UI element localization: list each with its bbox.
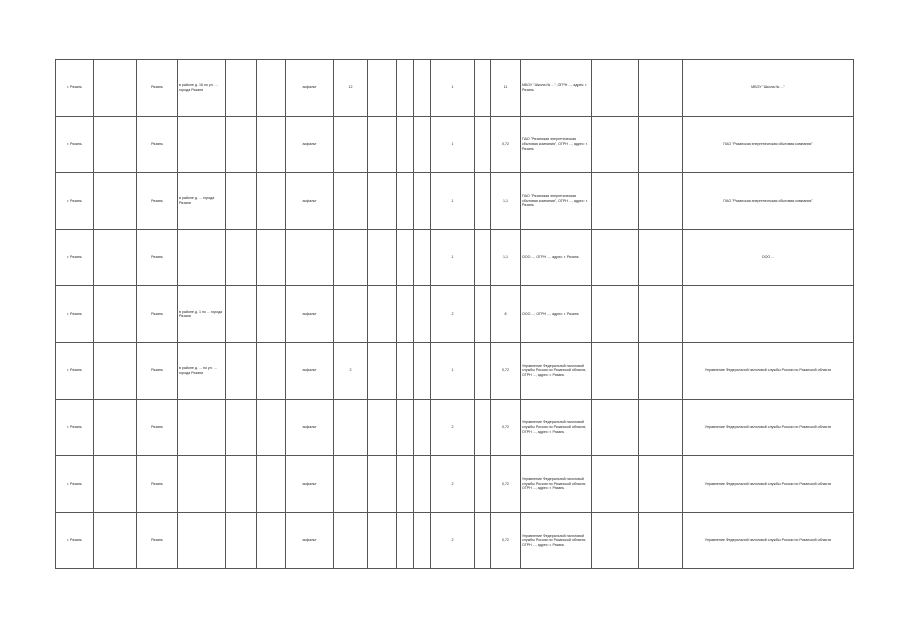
table-cell [368, 286, 397, 343]
table-cell: г. Рязань [56, 229, 94, 286]
table-cell [226, 116, 257, 173]
table-cell: 0,72 [491, 116, 521, 173]
table-cell [414, 229, 431, 286]
table-cell: асфальт [286, 342, 334, 399]
table-cell [397, 512, 414, 569]
table-cell [94, 286, 137, 343]
table-cell [368, 116, 397, 173]
table-cell [257, 229, 286, 286]
table-cell [475, 399, 491, 456]
table-cell [226, 512, 257, 569]
table-cell: Рязань [137, 512, 178, 569]
table-row [56, 229, 854, 286]
table-cell [226, 60, 257, 117]
table-cell: 2 [431, 399, 475, 456]
table-cell: 1 [431, 116, 475, 173]
table-row [56, 116, 854, 173]
table-cell: ООО ..., ОГРН ..., адрес: г. Рязань [521, 286, 592, 343]
table-cell [475, 286, 491, 343]
table-row [56, 512, 854, 569]
table-cell [257, 456, 286, 513]
table-cell: г. Рязань [56, 173, 94, 230]
table-cell: Рязань [137, 116, 178, 173]
table-cell: г. Рязань [56, 116, 94, 173]
table-row [56, 399, 854, 456]
table-cell [178, 512, 226, 569]
table-cell: 2 [431, 456, 475, 513]
table-cell: 0,72 [491, 512, 521, 569]
table-cell: 1,1 [491, 229, 521, 286]
table-cell [592, 286, 639, 343]
table-cell [639, 60, 683, 117]
table-cell: Управление Федеральной налоговой службы России по Рязанской области, ОГРН ..., адрес: г. Рязань [521, 512, 592, 569]
table-cell [397, 342, 414, 399]
table-cell [334, 116, 368, 173]
table-cell [683, 286, 854, 343]
table-cell [414, 342, 431, 399]
table-cell [592, 399, 639, 456]
table-cell [257, 60, 286, 117]
table-cell [639, 116, 683, 173]
table-cell [397, 399, 414, 456]
table-cell [397, 173, 414, 230]
table-cell [368, 512, 397, 569]
table-cell: 8 [491, 286, 521, 343]
table-cell [397, 116, 414, 173]
table-cell: асфальт [286, 116, 334, 173]
table-cell [639, 456, 683, 513]
table-cell [226, 229, 257, 286]
registry-table [55, 59, 854, 569]
table-cell [639, 229, 683, 286]
table-row [56, 173, 854, 230]
table-cell: 1 [431, 342, 475, 399]
table-cell: 11 [491, 60, 521, 117]
table-cell [368, 173, 397, 230]
table-cell [226, 173, 257, 230]
table-cell [414, 286, 431, 343]
table-cell [334, 229, 368, 286]
table-cell: Управление Федеральной налоговой службы России по Рязанской области [683, 399, 854, 456]
table-cell: 1 [431, 229, 475, 286]
table-cell: Рязань [137, 342, 178, 399]
table-cell [592, 173, 639, 230]
table-cell: г. Рязань [56, 456, 94, 513]
table-cell: ПАО "Рязанская энергетическая сбытовая компания", ОГРН ..., адрес: г. Рязань [521, 116, 592, 173]
table-row [56, 60, 854, 117]
table-cell: Рязань [137, 173, 178, 230]
table-cell [639, 342, 683, 399]
table-cell: Рязань [137, 60, 178, 117]
table-cell [94, 173, 137, 230]
table-cell [94, 512, 137, 569]
table-cell [397, 60, 414, 117]
table-cell: г. Рязань [56, 286, 94, 343]
table-cell: Рязань [137, 456, 178, 513]
table-cell [94, 229, 137, 286]
table-cell [178, 456, 226, 513]
table-cell [475, 116, 491, 173]
table-cell [368, 399, 397, 456]
table-row [56, 286, 854, 343]
table-cell [94, 342, 137, 399]
table-cell: ООО ..., ОГРН ..., адрес: г. Рязань [521, 229, 592, 286]
table-cell: 0,72 [491, 342, 521, 399]
table-cell [639, 286, 683, 343]
table-cell [414, 512, 431, 569]
table-cell [592, 456, 639, 513]
table-cell [475, 229, 491, 286]
table-cell: ООО ... [683, 229, 854, 286]
table-cell [334, 399, 368, 456]
table-cell: Рязань [137, 286, 178, 343]
table-cell [334, 173, 368, 230]
table-row [56, 456, 854, 513]
table-cell [94, 456, 137, 513]
table-cell [475, 456, 491, 513]
table-cell: Управление Федеральной налоговой службы России по Рязанской области [683, 456, 854, 513]
table-cell: Управление Федеральной налоговой службы России по Рязанской области, ОГРН ..., адрес: г. Рязань [521, 342, 592, 399]
table-cell: Рязань [137, 399, 178, 456]
table-cell [178, 229, 226, 286]
table-cell [226, 399, 257, 456]
table-cell: Управление Федеральной налоговой службы России по Рязанской области, ОГРН ..., адрес: г. Рязань [521, 399, 592, 456]
table-cell [592, 60, 639, 117]
table-cell: асфальт [286, 456, 334, 513]
table-cell: в районе д. 16 по ул. ... города Рязани [178, 60, 226, 117]
table-cell [592, 229, 639, 286]
table-cell [368, 229, 397, 286]
table-cell: асфальт [286, 60, 334, 117]
table-cell: 1 [431, 173, 475, 230]
table-cell [257, 286, 286, 343]
table-cell [334, 456, 368, 513]
table-cell [475, 512, 491, 569]
table-cell: в районе д. ... по ул. ... города Рязани [178, 342, 226, 399]
table-cell [226, 342, 257, 399]
table-cell: г. Рязань [56, 60, 94, 117]
table-cell [334, 512, 368, 569]
table-cell [639, 512, 683, 569]
registry-table-body [56, 60, 854, 569]
table-cell [334, 286, 368, 343]
table-cell [286, 229, 334, 286]
table-cell [94, 399, 137, 456]
table-cell: асфальт [286, 399, 334, 456]
table-cell: 2 [431, 512, 475, 569]
table-cell [592, 512, 639, 569]
table-cell [94, 116, 137, 173]
table-cell [475, 60, 491, 117]
table-cell: ПАО "Рязанская энергетическая сбытовая компания" [683, 116, 854, 173]
table-cell [368, 60, 397, 117]
table-cell: ПАО "Рязанская энергетическая сбытовая компания", ОГРН ..., адрес: г. Рязань [521, 173, 592, 230]
table-cell [178, 116, 226, 173]
table-cell: в районе д. ... города Рязани [178, 173, 226, 230]
table-cell [226, 456, 257, 513]
table-cell [94, 60, 137, 117]
table-cell [226, 286, 257, 343]
table-cell: Управление Федеральной налоговой службы России по Рязанской области [683, 512, 854, 569]
table-cell: МБОУ "Школа № ...", ОГРН ..., адрес: г. Рязань [521, 60, 592, 117]
table-cell [592, 116, 639, 173]
table-cell [257, 173, 286, 230]
table-cell: асфальт [286, 173, 334, 230]
table-cell [414, 60, 431, 117]
table-cell: г. Рязань [56, 342, 94, 399]
table-cell [257, 116, 286, 173]
table-cell: в районе д. 1 по ... города Рязани [178, 286, 226, 343]
table-cell [178, 399, 226, 456]
table-cell [368, 456, 397, 513]
table-cell [414, 399, 431, 456]
table-cell: 0,72 [491, 456, 521, 513]
table-cell [639, 173, 683, 230]
table-cell: 2 [431, 286, 475, 343]
table-row [56, 342, 854, 399]
table-cell [397, 456, 414, 513]
table-cell: г. Рязань [56, 399, 94, 456]
table-cell: 1 [431, 60, 475, 117]
table-cell [368, 342, 397, 399]
table-cell: Управление Федеральной налоговой службы России по Рязанской области, ОГРН ..., адрес: г. Рязань [521, 456, 592, 513]
table-cell [414, 456, 431, 513]
table-cell [414, 173, 431, 230]
table-cell: 1,1 [491, 173, 521, 230]
table-cell: 2 [334, 342, 368, 399]
table-cell: МБОУ "Школа № ..." [683, 60, 854, 117]
table-cell: Управление Федеральной налоговой службы России по Рязанской области [683, 342, 854, 399]
table-cell: ПАО "Рязанская энергетическая сбытовая компания" [683, 173, 854, 230]
table-cell [592, 342, 639, 399]
table-cell [257, 512, 286, 569]
table-cell [475, 342, 491, 399]
table-cell: асфальт [286, 512, 334, 569]
table-cell: г. Рязань [56, 512, 94, 569]
table-cell [414, 116, 431, 173]
table-cell: Рязань [137, 229, 178, 286]
table-cell: 0,72 [491, 399, 521, 456]
table-cell [475, 173, 491, 230]
table-cell [639, 399, 683, 456]
table-cell: 12 [334, 60, 368, 117]
table-cell [397, 286, 414, 343]
table-cell: асфальт [286, 286, 334, 343]
table-cell [397, 229, 414, 286]
table-cell [257, 342, 286, 399]
table-cell [257, 399, 286, 456]
